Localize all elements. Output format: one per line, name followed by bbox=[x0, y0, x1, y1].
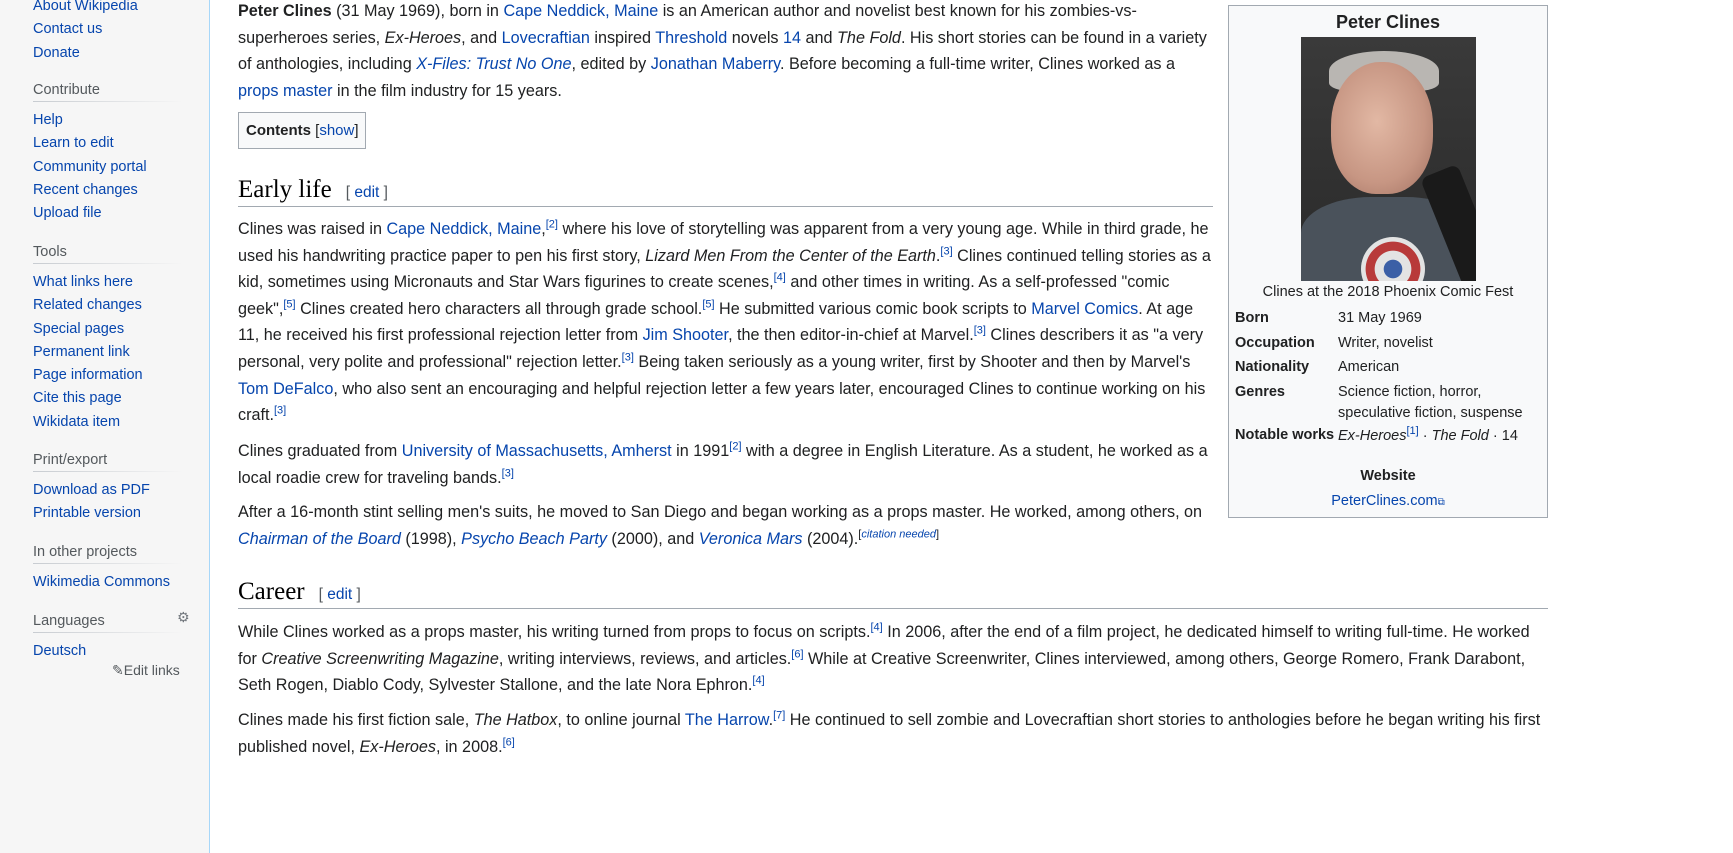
text: inspired bbox=[589, 28, 656, 47]
text: Being taken seriously as a young writer, first by Shooter and then by Marvel's bbox=[633, 352, 1191, 371]
sidebar-item-community-portal[interactable]: Community portal bbox=[33, 158, 147, 175]
contribute-heading: Contribute bbox=[33, 82, 183, 102]
work-title: Ex-Heroes bbox=[1338, 428, 1407, 444]
citation-ref[interactable]: [4] bbox=[773, 271, 786, 284]
row-label: Occupation bbox=[1235, 335, 1315, 351]
infobox bbox=[1228, 5, 1548, 518]
text: (1998), bbox=[400, 529, 462, 548]
main-content bbox=[210, 0, 1733, 853]
text: Clines graduated from bbox=[238, 442, 402, 460]
row-value: Science fiction, horror, speculative fiction, suspense bbox=[1338, 384, 1523, 421]
link-cape-neddick[interactable]: Cape Neddick, Maine bbox=[503, 2, 659, 20]
link-jonathan-maberry[interactable]: Jonathan Maberry bbox=[650, 55, 781, 74]
link-jim-shooter[interactable]: Jim Shooter bbox=[642, 326, 729, 345]
sidebar-item-what-links-here[interactable]: What links here bbox=[33, 274, 133, 290]
citation-ref[interactable]: [3] bbox=[973, 324, 986, 337]
row-value: Writer, novelist bbox=[1338, 335, 1433, 351]
separator: · bbox=[1488, 428, 1502, 444]
link-the-harrow[interactable]: The Harrow bbox=[684, 711, 769, 729]
text: He submitted various comic book scripts to bbox=[714, 299, 1032, 318]
citation-ref[interactable]: [1] bbox=[1406, 425, 1419, 438]
work-title: The Fold bbox=[1431, 428, 1489, 444]
citation-ref[interactable]: [3] bbox=[501, 467, 514, 480]
sidebar-item-cite-this-page[interactable]: Cite this page bbox=[33, 390, 122, 407]
sidebar-item-about[interactable]: About Wikipedia bbox=[33, 0, 138, 14]
external-link-icon: ⧉ bbox=[1437, 497, 1445, 508]
text: is an American author and novelist best known for his zombies-vs-superheroes series, bbox=[238, 2, 1137, 47]
sidebar-item-wikimedia-commons[interactable]: Wikimedia Commons bbox=[33, 574, 170, 590]
early-life-paragraph-1: Clines was raised in Cape Neddick, Maine,[2] where his love of storytelling was apparent from a very young age. While in third grade, he used his handwriting practice paper to pen his first story, Lizard Men From the Center of the Earth.[3] Clines continued telling stories as a kid, sometimes using Micronauts and Star Wars figurines to create scenes,[4] and other times in writing. As a self-professed "comic geek",[5] Clines created hero characters all through grade school.[5] He submitted various comic book scripts to Marvel Comics. At age 11, he received his first professional rejection letter from Jim Shooter, the then editor-in-chief at Marvel.[3] Clines describers it as "a very personal, very polite and professional" rejection letter.[3] Being taken seriously as a young writer, first by Shooter and then by Marvel's Tom DeFalco, who also sent an encouraging and helpful rejection letter a few years later, encouraged Clines to continue working on his craft.[3] bbox=[238, 218, 1211, 425]
italic-text: The Hatbox bbox=[473, 711, 558, 729]
link-tom-defalco[interactable]: Tom DeFalco bbox=[238, 379, 334, 398]
text: While Clines worked as a props master, his writing turned from props to focus on scripts. bbox=[238, 623, 871, 641]
link-text: Veronica Mars bbox=[698, 529, 803, 548]
sidebar bbox=[0, 0, 210, 853]
sidebar-item-contact[interactable]: Contact us bbox=[33, 21, 103, 38]
row-value bbox=[1338, 426, 1543, 447]
citation-ref[interactable]: [6] bbox=[502, 736, 515, 749]
edit-section-career: [ edit ] bbox=[318, 586, 361, 603]
intro-paragraph bbox=[238, 0, 1213, 104]
text: , in 2008. bbox=[435, 737, 503, 756]
italic-text: Ex-Heroes bbox=[384, 28, 462, 47]
citation-ref[interactable]: [6] bbox=[791, 648, 804, 661]
text: Clines was raised in bbox=[238, 220, 387, 238]
photo-caption: Clines at the 2018 Phoenix Comic Fest bbox=[1262, 284, 1514, 300]
italic-text: The Fold bbox=[837, 28, 901, 47]
citation-ref[interactable]: [4] bbox=[752, 674, 765, 687]
text: Clines created hero characters all through grade school. bbox=[295, 299, 703, 318]
website-link[interactable]: PeterClines.com bbox=[1331, 493, 1438, 509]
text: and bbox=[801, 28, 838, 47]
citation-ref[interactable]: [4] bbox=[870, 621, 883, 634]
text: , writing interviews, reviews, and articles. bbox=[498, 649, 792, 668]
navigation-portal bbox=[33, 0, 183, 65]
sidebar-item-page-information[interactable]: Page information bbox=[33, 367, 143, 384]
edit-section-early-life: [ edit ] bbox=[345, 184, 388, 201]
sidebar-item-donate[interactable]: Donate bbox=[33, 44, 80, 61]
text: . bbox=[935, 246, 941, 265]
text: with a degree in English Literature. As a student, he worked as a local roadie crew for traveling bands. bbox=[238, 442, 1208, 487]
print-heading: Print/export bbox=[33, 452, 183, 472]
link-text: X-Files: Trust No One bbox=[416, 55, 572, 74]
link-text: Psycho Beach Party bbox=[461, 529, 607, 548]
citation-ref[interactable]: [3] bbox=[940, 245, 953, 258]
projects-portal bbox=[33, 544, 183, 594]
text: Clines describers it as "a very personal, very polite and professional" rejection letter. bbox=[238, 326, 1204, 371]
sidebar-item-related-changes[interactable]: Related changes bbox=[33, 297, 142, 314]
heading-text: Career bbox=[238, 578, 305, 605]
text: . At age 11, he received his first professional rejection letter from bbox=[238, 299, 1194, 345]
italic-text: Creative Screenwriting Magazine bbox=[261, 649, 499, 668]
contribute-portal bbox=[33, 82, 183, 225]
row-value: American bbox=[1338, 359, 1400, 375]
text: , to online journal bbox=[557, 711, 685, 729]
text: After a 16-month stint selling men's suits, he moved to San Diego and began working as a props master. He worked, among others, on bbox=[238, 503, 1203, 521]
gear-icon[interactable]: ⚙ bbox=[177, 609, 190, 625]
text: , the then editor-in-chief at Marvel. bbox=[728, 326, 974, 345]
toc-show-toggle[interactable]: show bbox=[319, 122, 355, 139]
text: In 2006, after the end of a film project, he dedicated himself to writing full-time. He worked for bbox=[238, 623, 1530, 668]
infobox-title: Peter Clines bbox=[1335, 12, 1441, 32]
text: . Before becoming a full-time writer, Clines worked as a bbox=[780, 55, 1175, 74]
text: (31 May 1969), born in bbox=[331, 2, 504, 20]
text: where his love of storytelling was apparent from a very young age. While in third grade, he used his handwriting practice paper to pen his first story, bbox=[238, 220, 1209, 265]
text: . His short stories can be found in a variety of anthologies, including bbox=[238, 28, 1207, 74]
career-paragraph-1 bbox=[238, 619, 1548, 699]
link-veronica-mars[interactable] bbox=[699, 530, 803, 548]
article-subject: Peter Clines bbox=[238, 2, 332, 20]
text: , and bbox=[461, 28, 502, 47]
citation-ref[interactable]: [2] bbox=[545, 218, 558, 231]
sidebar-item-deutsch[interactable]: Deutsch bbox=[33, 643, 87, 659]
career-paragraph-2 bbox=[238, 707, 1548, 760]
edit-link[interactable]: edit bbox=[354, 184, 380, 201]
row-label: Born bbox=[1235, 310, 1269, 326]
link-lovecraftian[interactable]: Lovecraftian bbox=[501, 28, 590, 47]
sidebar-item-printable-version[interactable]: Printable version bbox=[33, 505, 141, 522]
website-row bbox=[1229, 493, 1547, 509]
portrait-photo[interactable] bbox=[1301, 37, 1476, 281]
heading-text: Early life bbox=[238, 176, 332, 203]
text: . bbox=[768, 711, 774, 729]
sidebar-item-upload-file[interactable]: Upload file bbox=[33, 205, 102, 222]
separator: · bbox=[1418, 428, 1432, 444]
tools-portal bbox=[33, 244, 183, 434]
text: novels bbox=[727, 28, 784, 47]
link-props-master[interactable]: props master bbox=[238, 81, 333, 100]
toc-title: Contents bbox=[246, 122, 311, 139]
link-xfiles[interactable] bbox=[416, 55, 571, 73]
citation-needed-link[interactable] bbox=[861, 528, 936, 540]
early-life-paragraph-3: After a 16-month stint selling men's suits, he moved to San Diego and began working as a props master. He worked, among others, on Chairman of the Board (1998), Psycho Beach Party (2000), and Veronica Mars (2004).[citation needed] bbox=[238, 503, 1203, 548]
row-label: Nationality bbox=[1235, 359, 1310, 375]
sidebar-item-download-pdf[interactable]: Download as PDF bbox=[33, 482, 150, 498]
row-label: Genres bbox=[1235, 384, 1285, 400]
sidebar-item-permanent-link[interactable]: Permanent link bbox=[33, 343, 130, 360]
link-umass-amherst[interactable]: University of Massachusetts, Amherst bbox=[401, 442, 672, 460]
section-heading-career bbox=[238, 578, 1548, 609]
table-of-contents: Contents [show] bbox=[238, 112, 366, 149]
languages-heading: Languages bbox=[33, 613, 183, 633]
link-chairman-of-the-board[interactable] bbox=[238, 530, 401, 548]
text: (2004). bbox=[802, 529, 859, 548]
early-life-paragraph-2 bbox=[238, 438, 1213, 491]
link-psycho-beach-party[interactable] bbox=[461, 530, 607, 548]
sidebar-item-wikidata-item[interactable]: Wikidata item bbox=[33, 413, 121, 430]
link-marvel-comics[interactable]: Marvel Comics bbox=[1031, 299, 1139, 318]
citation-ref[interactable]: [2] bbox=[729, 440, 742, 453]
citation-ref[interactable]: [5] bbox=[702, 298, 715, 311]
row-label: Notable works bbox=[1235, 427, 1335, 443]
sidebar-item-learn-to-edit[interactable]: Learn to edit bbox=[33, 135, 114, 152]
work-title: 14 bbox=[1501, 428, 1518, 444]
sidebar-item-special-pages[interactable]: Special pages bbox=[33, 320, 125, 337]
text: in the film industry for 15 years. bbox=[332, 81, 562, 100]
text: , edited by bbox=[571, 55, 651, 74]
link-text: Chairman of the Board bbox=[238, 529, 401, 548]
edit-links-button[interactable] bbox=[112, 662, 180, 679]
photo-face bbox=[1331, 62, 1433, 194]
section-heading-early-life bbox=[238, 176, 1213, 207]
text: Clines made his first fiction sale, bbox=[238, 711, 474, 729]
citation-ref[interactable]: [3] bbox=[273, 404, 287, 417]
citation-ref[interactable]: [3] bbox=[621, 351, 634, 364]
print-portal bbox=[33, 452, 183, 526]
link-cape-neddick[interactable]: Cape Neddick, Maine bbox=[386, 220, 542, 238]
citation-ref[interactable]: [7] bbox=[773, 709, 786, 722]
sidebar-item-help[interactable]: Help bbox=[33, 112, 63, 128]
text: and other times in writing. As a self-professed "comic geek", bbox=[238, 273, 1170, 318]
citation-ref[interactable]: [5] bbox=[283, 298, 296, 311]
text: (2000), and bbox=[606, 529, 699, 548]
link-text: citation needed bbox=[861, 528, 936, 541]
tools-heading: Tools bbox=[33, 244, 183, 264]
link-threshold[interactable]: Threshold bbox=[655, 28, 728, 47]
languages-portal bbox=[33, 613, 183, 663]
text: in 1991 bbox=[671, 442, 730, 460]
italic-text: Ex-Heroes bbox=[359, 737, 436, 756]
text: , who also sent an encouraging and helpful rejection letter a few years later, encouraged Clines to continue working on his craft. bbox=[238, 379, 1206, 425]
edit-link[interactable]: edit bbox=[327, 586, 353, 603]
text: While at Creative Screenwriter, Clines interviewed, among others, George Romero, Frank Darabont, Seth Rogen, Diablo Cody, Sylvester Stallone, and the late Nora Ephron. bbox=[238, 649, 1526, 695]
edit-links-label: Edit links bbox=[123, 662, 180, 678]
pencil-icon: ✎ bbox=[112, 662, 124, 678]
text: Clines continued telling stories as a kid, sometimes using Micronauts and Star Wars figurines to create scenes, bbox=[238, 246, 1211, 292]
projects-heading: In other projects bbox=[33, 544, 183, 564]
sidebar-item-recent-changes[interactable]: Recent changes bbox=[33, 181, 138, 198]
italic-text: Lizard Men From the Center of the Earth bbox=[645, 246, 936, 265]
row-value: 31 May 1969 bbox=[1338, 310, 1422, 326]
link-14[interactable]: 14 bbox=[783, 28, 802, 47]
website-heading: Website bbox=[1360, 468, 1416, 484]
text: He continued to sell zombie and Lovecraftian short stories to anthologies before he began writing his first published novel, bbox=[238, 711, 1541, 756]
